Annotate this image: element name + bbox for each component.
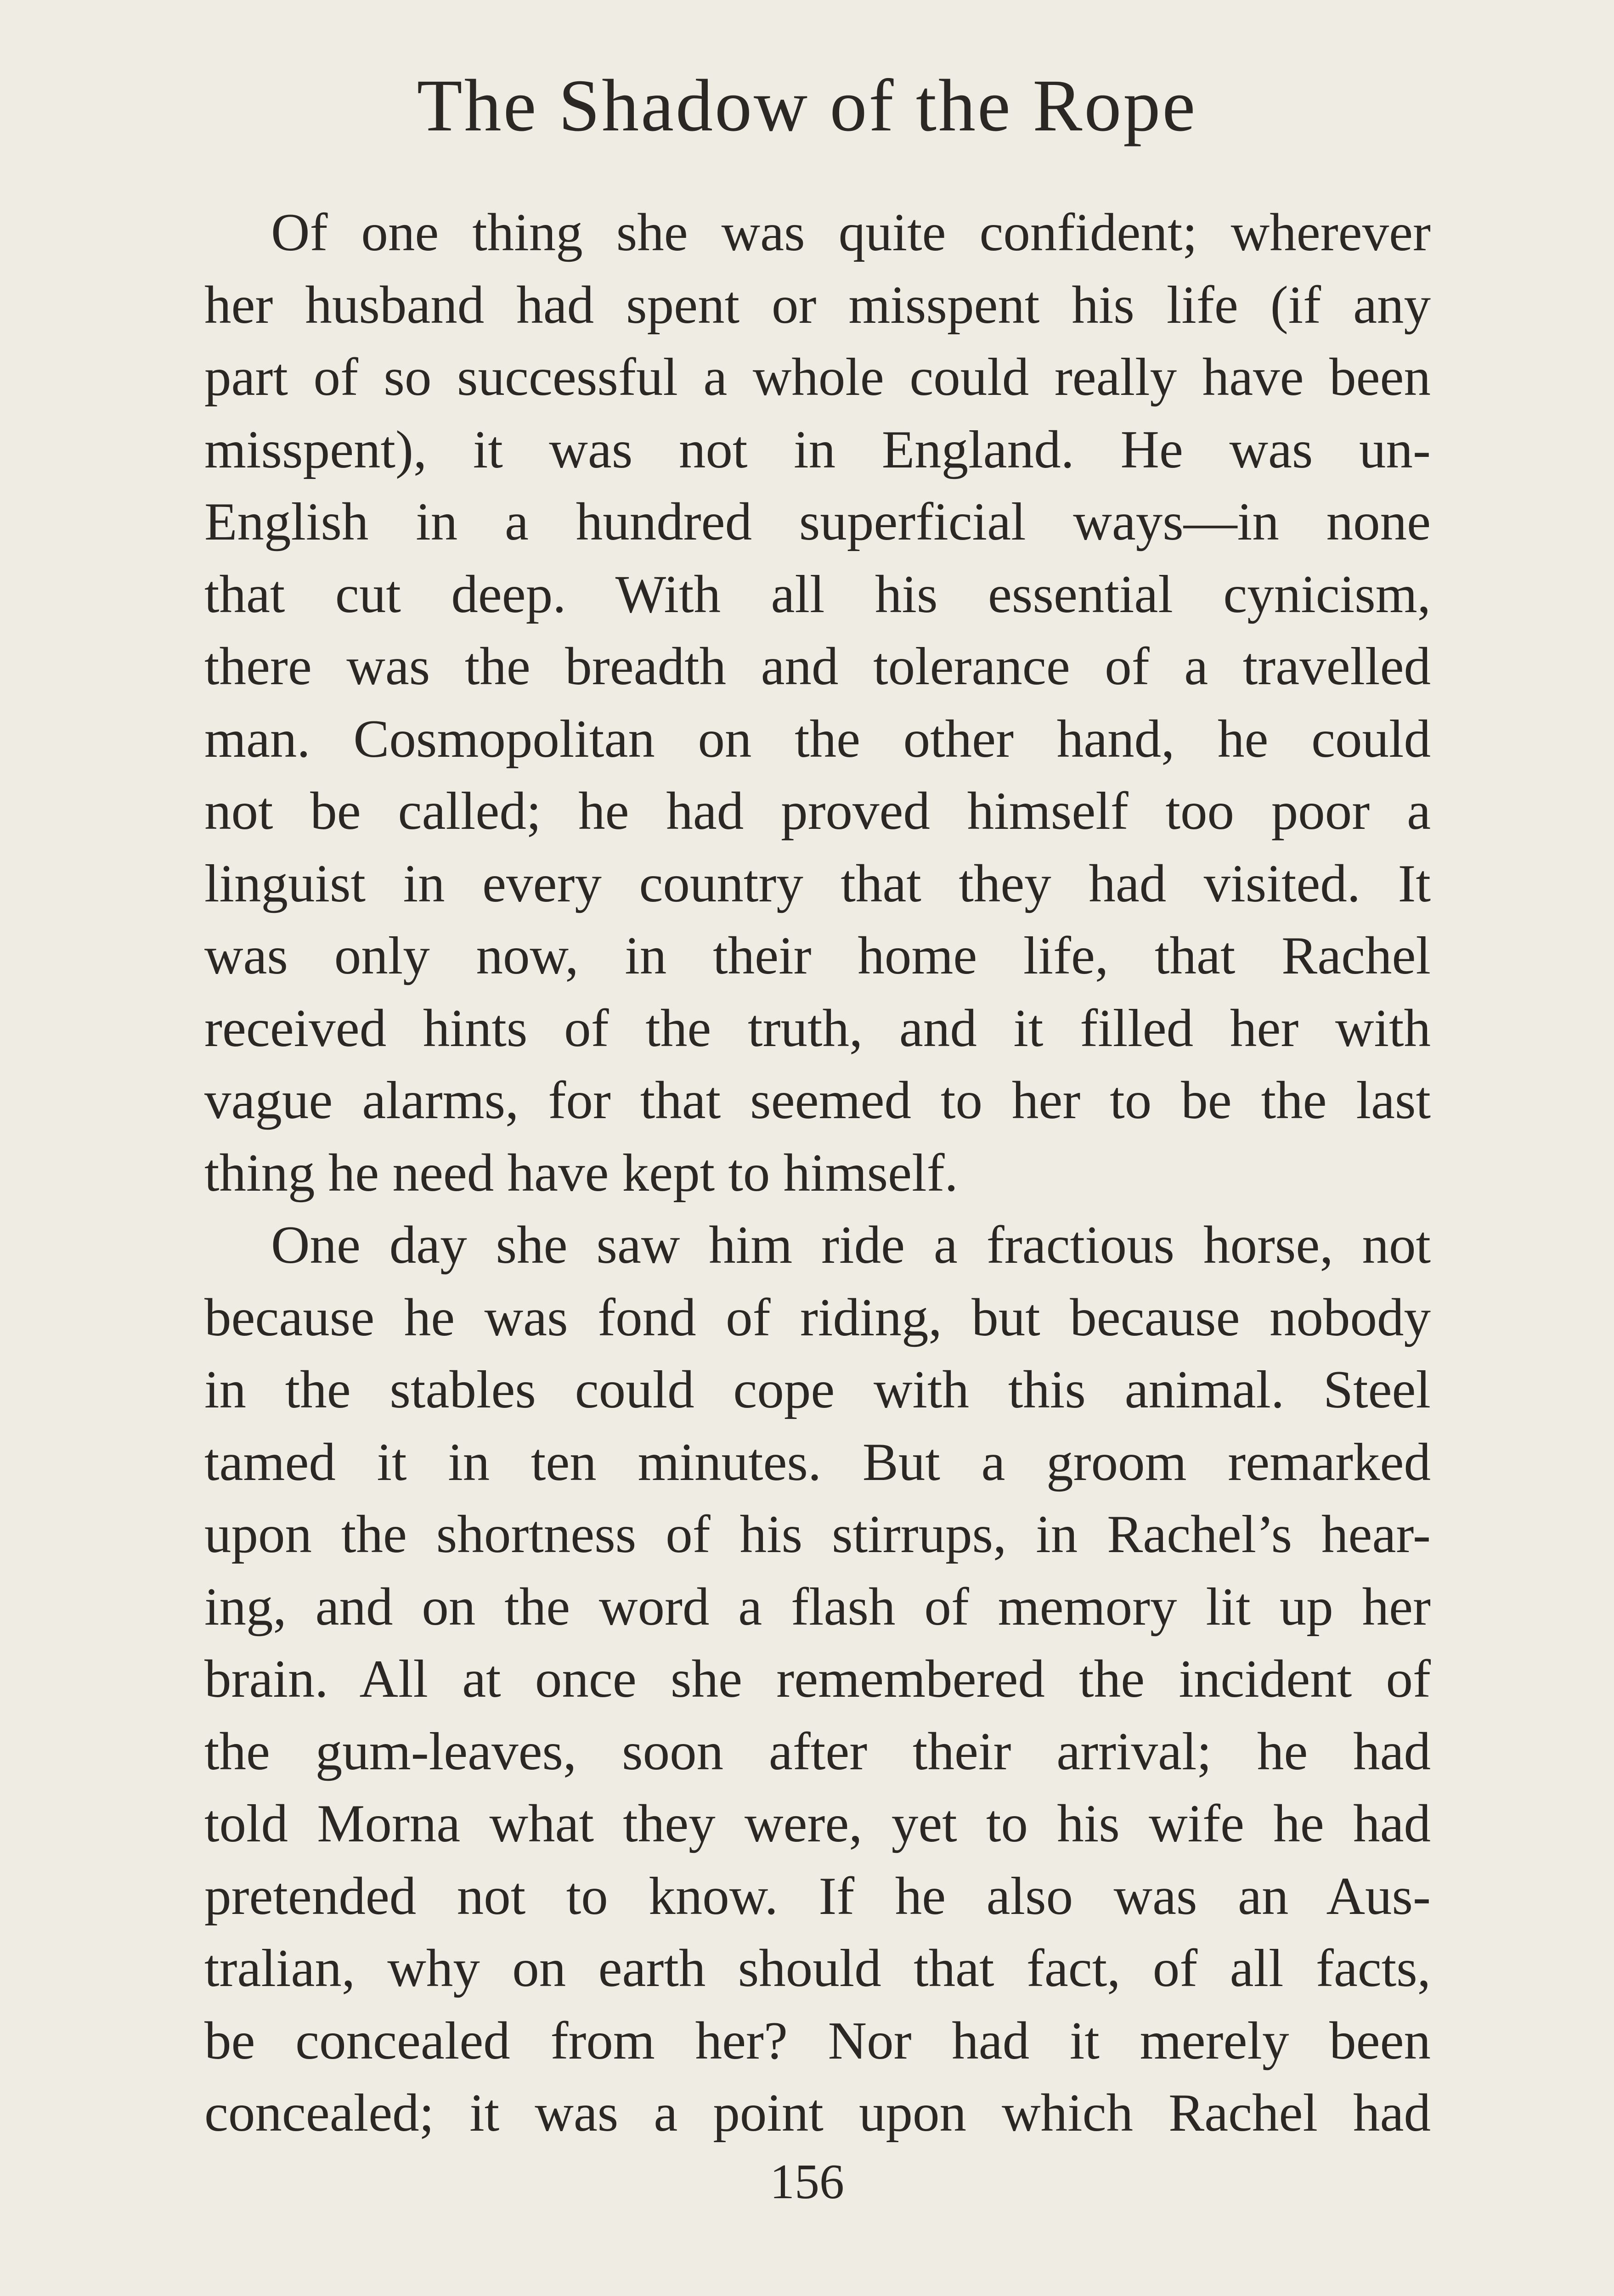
page-number: 156 <box>770 2155 844 2209</box>
text-line: pretended not to know. If he also was an Aus- <box>204 1866 1431 1926</box>
text-line: the gum-leaves, soon after their arrival; he had <box>204 1722 1431 1781</box>
text-line: told Morna what they were, yet to his wife he had <box>204 1794 1431 1853</box>
body-text <box>204 197 1431 2150</box>
text-line: not be called; he had proved himself too poor a <box>204 782 1431 841</box>
text-line: linguist in every country that they had visited. It <box>204 854 1431 913</box>
text-line: man. Cosmopolitan on the other hand, he could <box>204 709 1431 769</box>
text-line: because he was fond of riding, but because nobody <box>204 1288 1431 1347</box>
text-line: was only now, in their home life, that Rachel <box>204 926 1431 985</box>
text-line: concealed; it was a point upon which Rachel had <box>204 2083 1431 2143</box>
text-line: in the stables could cope with this animal. Steel <box>204 1360 1431 1419</box>
text-line: vague alarms, for that seemed to her to be the last <box>204 1071 1431 1130</box>
text-line: part of so successful a whole could really have been <box>204 348 1431 407</box>
text-line: thing he need have kept to himself. <box>204 1143 958 1203</box>
text-line: Of one thing she was quite confident; wherever <box>271 203 1431 262</box>
text-line: there was the breadth and tolerance of a travelled <box>204 637 1431 696</box>
text-line: One day she saw him ride a fractious horse, not <box>271 1216 1431 1275</box>
text-line: that cut deep. With all his essential cynicism, <box>204 564 1431 624</box>
text-line: misspent), it was not in England. He was un- <box>204 420 1431 479</box>
text-line: ing, and on the word a flash of memory lit up her <box>204 1577 1431 1637</box>
text-line: received hints of the truth, and it filled her with <box>204 998 1431 1058</box>
text-line: tamed it in ten minutes. But a groom remarked <box>204 1432 1431 1492</box>
running-head: The Shadow of the Rope <box>417 65 1197 147</box>
text-line: upon the shortness of his stirrups, in Rachel’s hear- <box>204 1505 1431 1564</box>
text-line: tralian, why on earth should that fact, of all facts, <box>204 1939 1431 1998</box>
text-line: English in a hundred superficial ways—in none <box>204 492 1431 551</box>
text-line: her husband had spent or misspent his life (if any <box>204 275 1431 335</box>
text-line: brain. All at once she remembered the incident of <box>204 1649 1431 1709</box>
text-line: be concealed from her? Nor had it merely been <box>204 2011 1431 2071</box>
